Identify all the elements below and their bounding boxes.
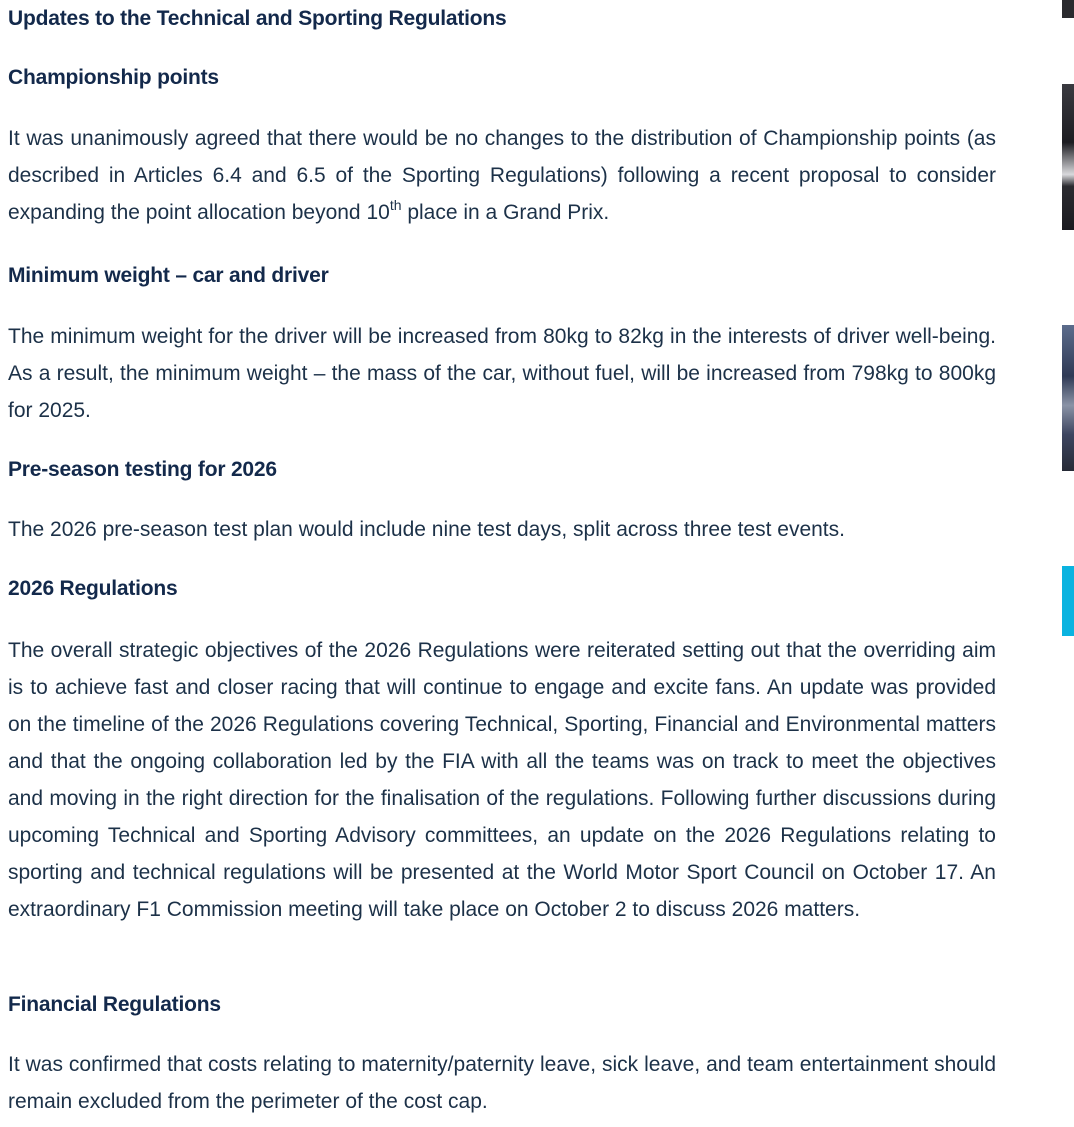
body-text-end: place in a Grand Prix.	[401, 201, 610, 224]
section-heading-2026-regulations: 2026 Regulations	[8, 577, 178, 600]
sidebar-accent-block[interactable]	[1062, 566, 1074, 636]
sidebar-thumbnail-image[interactable]	[1062, 325, 1074, 471]
article	[8, 0, 996, 1113]
section-body-championship-points	[8, 120, 996, 231]
section-heading-preseason-testing: Pre-season testing for 2026	[8, 458, 277, 481]
sidebar-thumbnail-image[interactable]	[1062, 84, 1074, 230]
section-heading-minimum-weight: Minimum weight – car and driver	[8, 264, 329, 287]
section-body-minimum-weight: The minimum weight for the driver will be increased from 80kg to 82kg in the interests of driver well-being. As a result, the minimum weight – the mass of the car, without fuel, will be increased from 798kg to 800kg for 2025.	[8, 325, 996, 422]
section-body-preseason-testing: The 2026 pre-season test plan would include nine test days, split across three test events.	[8, 518, 845, 541]
sidebar-thumbnail-partial[interactable]	[1062, 0, 1074, 18]
section-heading-financial-regulations: Financial Regulations	[8, 993, 221, 1016]
section-body-financial-regulations: It was confirmed that costs relating to maternity/paternity leave, sick leave, and team entertainment should remain excluded from the perimeter of the cost cap.	[8, 1053, 996, 1113]
article-title: Updates to the Technical and Sporting Regulations	[8, 7, 507, 30]
body-text: It was unanimously agreed that there would be no changes to the distribution of Championship points (as described in Articles 6.4 and 6.5 of the Sporting Regulations) following a recent proposal to consider expanding the point allocation beyond 10	[8, 127, 996, 224]
section-body-2026-regulations: The overall strategic objectives of the 2026 Regulations were reiterated setting out that the overriding aim is to achieve fast and closer racing that will continue to engage and excite fans. An update was provided on the timeline of the 2026 Regulations covering Technical, Sporting, Financial and Environmental matters and that the ongoing collaboration led by the FIA with all the teams was on track to meet the objectives and moving in the right direction for the finalisation of the regulations. Following further discussions during upcoming Technical and Sporting Advisory committees, an update on the 2026 Regulations relating to sporting and technical regulations will be presented at the World Motor Sport Council on October 17. An extraordinary F1 Commission meeting will take place on October 2 to discuss 2026 matters.	[8, 639, 996, 921]
section-heading-championship-points: Championship points	[8, 66, 219, 89]
ordinal-suffix: th	[389, 197, 402, 213]
